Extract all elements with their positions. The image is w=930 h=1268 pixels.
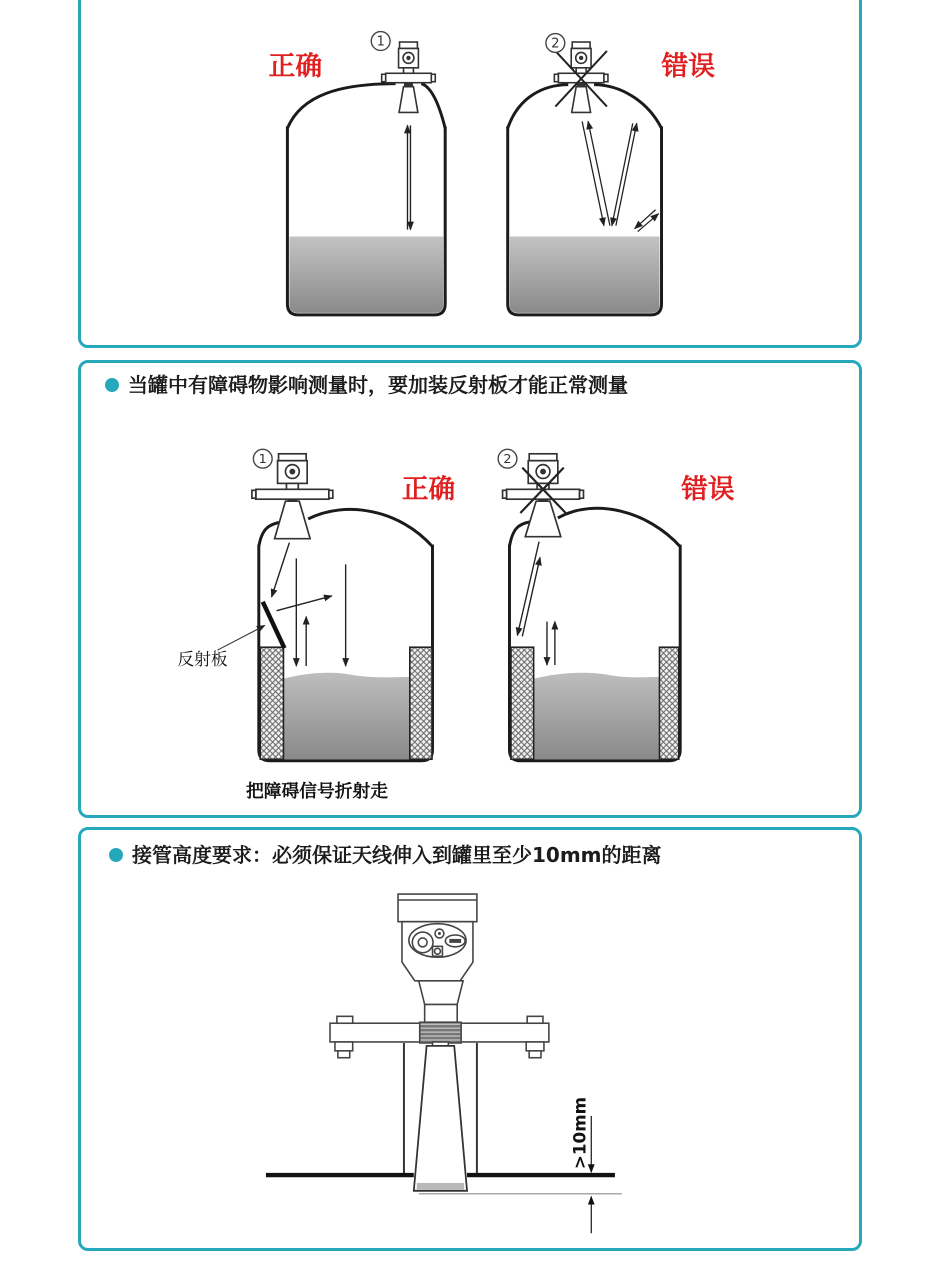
horn-tip-shading <box>417 1183 464 1190</box>
heading-text: 接管高度要求：必须保证天线伸入到罐里至少10mm的距离 <box>132 843 662 867</box>
bolt-left <box>337 1016 353 1023</box>
callout-number-2: 2 <box>503 452 512 468</box>
tank-without-reflector <box>509 508 680 760</box>
tank-wrong <box>508 85 662 315</box>
mounting-position-diagram <box>81 0 859 348</box>
reflector-plate-diagram <box>81 363 859 815</box>
hatched-wall-left <box>511 647 534 759</box>
radar-transmitter <box>330 894 549 1058</box>
callout-number-2: 2 <box>551 36 560 52</box>
correct-label: 正确 <box>268 50 323 82</box>
caption-text: 把障碍信号折射走 <box>246 782 389 803</box>
panel-nozzle-height <box>78 827 862 1251</box>
section-heading <box>109 843 662 868</box>
wrong-label: 错误 <box>661 50 716 82</box>
bullet-icon <box>105 378 119 392</box>
liquid-surface <box>289 237 443 313</box>
dimension-annotation <box>569 1097 591 1233</box>
horn-antenna <box>525 501 561 537</box>
tank-dome <box>287 84 395 129</box>
liquid-surface <box>534 673 659 759</box>
threaded-connection <box>420 1022 461 1043</box>
radar-sensor-crossed <box>503 454 584 537</box>
neck <box>419 981 463 1005</box>
mounting-flange <box>386 73 432 82</box>
bolt-right <box>527 1016 543 1023</box>
hatched-wall-right <box>410 647 432 759</box>
radar-sensor-tilted <box>554 42 608 112</box>
hatched-wall-right <box>659 647 678 759</box>
section-heading <box>105 373 628 398</box>
tank-dome <box>508 85 569 129</box>
dimension-label: >10mm <box>569 1096 590 1170</box>
correct-label: 正确 <box>401 474 456 506</box>
wrong-label: 错误 <box>681 474 735 506</box>
callout-number-1: 1 <box>376 34 385 50</box>
radar-sensor-vertical <box>382 42 436 112</box>
bullet-icon <box>109 848 123 862</box>
callout-number-1: 1 <box>258 452 267 468</box>
housing-cap <box>398 894 477 922</box>
panel-mounting-position <box>78 0 862 348</box>
horn-antenna <box>414 1046 467 1191</box>
heading-text: 当罐中有障碍物影响测量时，要加装反射板才能正常测量 <box>128 373 628 397</box>
horn-antenna <box>399 87 418 113</box>
liquid-surface <box>510 237 660 313</box>
liquid-surface <box>283 673 409 759</box>
horn-antenna <box>275 501 311 539</box>
tank-correct <box>287 84 445 315</box>
mounting-flange <box>256 489 329 499</box>
hatched-wall-left <box>260 647 283 759</box>
nozzle-height-diagram <box>81 830 859 1248</box>
horn-antenna <box>572 87 591 113</box>
panel-reflector-plate <box>78 360 862 818</box>
reflector-label: 反射板 <box>177 648 228 669</box>
